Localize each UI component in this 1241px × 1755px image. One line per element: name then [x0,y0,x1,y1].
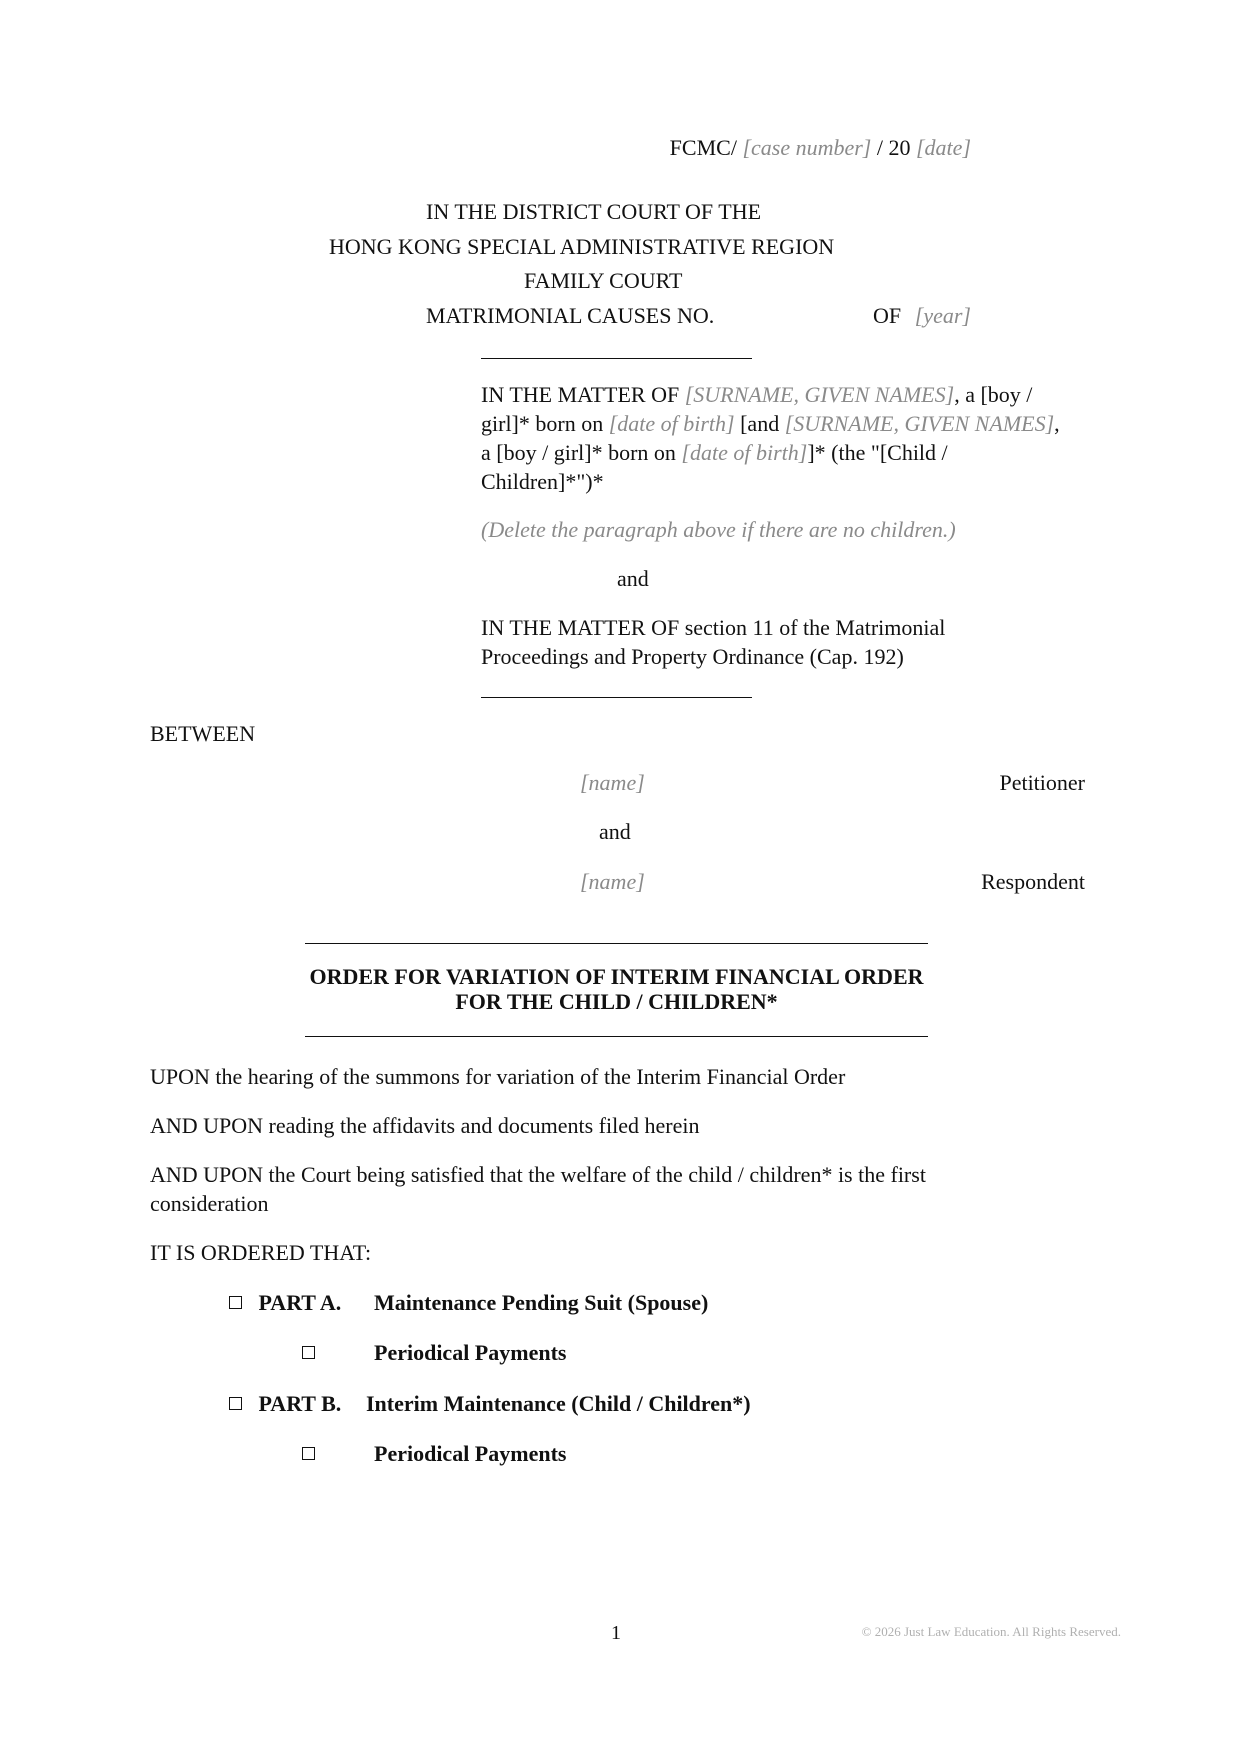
child-dob-placeholder[interactable]: [date of birth] [608,411,735,436]
and-connector: and [617,566,649,591]
court-heading-line3: FAMILY COURT [524,268,683,293]
part-b-checkbox[interactable] [229,1397,242,1410]
matter-section-line1: IN THE MATTER OF section 11 of the Matrimonial [481,615,946,640]
divider [481,358,752,359]
recital-welfare-line2: consideration [150,1191,269,1216]
part-a-label: PART A. [258,1290,342,1315]
part-a-title: Maintenance Pending Suit (Spouse) [374,1290,709,1315]
copyright-notice: © 2026 Just Law Education. All Rights Reserved. [861,1624,1121,1639]
part-a-checkbox[interactable] [229,1296,242,1309]
case-reference: FCMC/ [case number] / 20 [date] [669,135,971,160]
matrimonial-causes-label: MATRIMONIAL CAUSES NO. [426,303,715,328]
part-b-periodical-label: Periodical Payments [374,1441,567,1466]
of-label: OF [873,303,902,328]
court-heading-line2: HONG KONG SPECIAL ADMINISTRATIVE REGION [329,234,835,259]
part-b-row [229,1390,341,1419]
year-placeholder[interactable]: [year] [914,303,971,328]
order-title-line2: FOR THE CHILD / CHILDREN* [455,989,778,1014]
and-connector: and [599,819,631,844]
divider [305,1036,928,1037]
part-b-periodical-checkbox[interactable] [302,1447,315,1460]
recital-affidavits: AND UPON reading the affidavits and documents filed herein [150,1113,700,1138]
petitioner-label: Petitioner [999,770,1085,795]
petitioner-name-placeholder[interactable]: [name] [580,770,645,795]
part-b-label: PART B. [258,1391,342,1416]
matter-section-line2: Proceedings and Property Ordinance (Cap. 192) [481,644,904,669]
part-a-periodical-row [302,1339,315,1368]
divider [305,943,928,944]
between-label: BETWEEN [150,721,256,746]
page-number: 1 [611,1622,621,1644]
case-date-placeholder[interactable]: [date] [916,135,971,160]
part-a-periodical-checkbox[interactable] [302,1346,315,1359]
delete-paragraph-note: (Delete the paragraph above if there are no children.) [481,517,956,542]
order-title-line1: ORDER FOR VARIATION OF INTERIM FINANCIAL ORDER [309,964,924,989]
part-a-periodical-label: Periodical Payments [374,1340,567,1365]
respondent-name-placeholder[interactable]: [name] [580,869,645,894]
child-dob-placeholder[interactable]: [date of birth] [681,440,808,465]
divider [481,697,752,698]
recital-hearing: UPON the hearing of the summons for variation of the Interim Financial Order [150,1064,846,1089]
part-a-row [229,1289,341,1318]
case-number-placeholder[interactable]: [case number] [742,135,872,160]
it-is-ordered: IT IS ORDERED THAT: [150,1240,372,1265]
part-b-title: Interim Maintenance (Child / Children*) [366,1391,751,1416]
court-heading-line1: IN THE DISTRICT COURT OF THE [426,199,762,224]
matter-children-paragraph: IN THE MATTER OF [SURNAME, GIVEN NAMES], a [boy / girl]* born on [date of birth] [and [SURNAME, GIVEN NAMES], a [boy / girl]* born on [date of birth]]* (the "[Child / Children]*")* [481,382,1060,494]
respondent-label: Respondent [981,869,1085,894]
child-name-placeholder[interactable]: [SURNAME, GIVEN NAMES] [784,411,1055,436]
part-b-periodical-row [302,1440,315,1469]
recital-welfare-line1: AND UPON the Court being satisfied that the welfare of the child / children* is the first [150,1162,926,1187]
child-name-placeholder[interactable]: [SURNAME, GIVEN NAMES] [684,382,955,407]
